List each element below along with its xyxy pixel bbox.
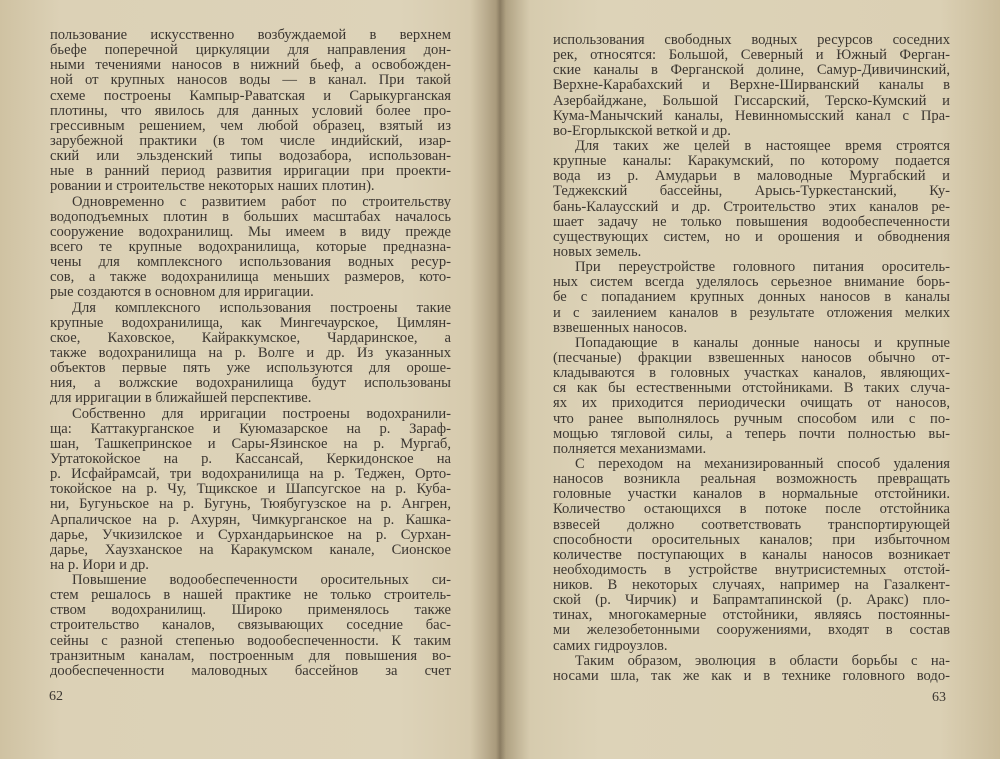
- text-line: стем решалось в нашей практике не только строитель-: [50, 587, 451, 604]
- text-line: Теджекский бассейны, Арысь-Туркестанский, Ку-: [553, 183, 950, 200]
- text-line: Арпаличское на р. Ахурян, Чимкурганское на р. Кашка-: [50, 511, 451, 528]
- paragraph: [50, 407, 451, 574]
- text-line: р. Исфайрамсай, три водохранилища на р. Теджен, Орто-: [50, 466, 451, 483]
- paragraph: [553, 33, 950, 139]
- text-line: Для таких же целей в настоящее время строятся: [575, 137, 950, 154]
- text-line: схеме построены Кампыр-Раватская и Сарыкурганская: [50, 87, 451, 104]
- text-line: ными течениями наносов в нижний бьеф, а освобожден-: [50, 57, 451, 74]
- paragraph: [553, 336, 950, 457]
- text-line: бе с попаданием крупных донных наносов в каналы: [553, 289, 950, 306]
- text-line: тинах, многокамерные отстойники, являясь постоянны-: [553, 607, 950, 624]
- text-line: кладываются в головных участках каналов, являющих-: [553, 365, 950, 382]
- text-line: ми железобетонными сооружениями, входят в состав: [553, 622, 950, 639]
- text-line: сейны с разной степенью водообеспеченности. К таким: [50, 632, 451, 649]
- text-line: самих гидроузлов.: [553, 637, 668, 654]
- text-line: строительство каналов, связывающих соседние бас-: [50, 617, 451, 634]
- page-number: 62: [49, 689, 63, 704]
- text-line: Таким образом, эволюция в области борьбы с на-: [575, 652, 950, 669]
- text-line: Собственно для ирригации построены водохранили-: [72, 405, 451, 422]
- text-line: во-Егорлыкской веткой и др.: [553, 122, 731, 139]
- paragraph: [50, 195, 451, 301]
- text-line: сооружение водохранилищ. Мы имеем в виду прежде: [50, 223, 451, 240]
- paragraph: [50, 573, 451, 679]
- page-text: [553, 33, 950, 684]
- paragraph: [50, 28, 451, 195]
- text-line: Одновременно с развитием работ по строительству: [72, 193, 451, 210]
- text-line: сов, а также водохранилища меньших размеров, кото-: [50, 269, 451, 286]
- right-page: [500, 0, 1000, 759]
- text-line: взвешенных наносов.: [553, 319, 688, 336]
- text-line: всего те крупные водохранилища, которые предназна-: [50, 238, 451, 255]
- text-line: использования свободных водных ресурсов соседних: [553, 32, 950, 48]
- text-line: ной от крупных наносов воды — в канал. При такой: [50, 72, 451, 89]
- text-line: ни, Бугуньское на р. Бугунь, Тюябугузское на р. Ангрен,: [50, 496, 451, 513]
- text-line: Уртатокойское на р. Кассансай, Керкидонское на: [50, 450, 451, 467]
- text-line: вода из р. Амударьи в маловодные Мургабский и: [553, 168, 950, 185]
- text-line: крупные каналы: Каракумский, по которому подается: [553, 153, 950, 170]
- text-line: существующих систем, но и орошения и обводнения: [553, 228, 950, 245]
- text-line: С переходом на механизированный способ удаления: [575, 455, 950, 472]
- paragraph: [50, 301, 451, 407]
- text-line: для ирригации в ближайшей перспективе.: [50, 390, 312, 407]
- paragraph: [553, 139, 950, 260]
- text-line: дарье, Хаузханское на Каракумском канале, Сионское: [50, 541, 451, 558]
- text-line: шан, Ташкепринское и Сары-Язинское на р. Мургаб,: [50, 435, 451, 452]
- text-line: носами шла, так же как и в технике головного водо-: [553, 667, 950, 684]
- paragraph: [553, 654, 950, 684]
- text-line: дообеспеченности маловодных бассейнов за счет: [50, 662, 451, 679]
- paragraph: [553, 457, 950, 654]
- text-line: мощью тягловой силы, а теперь почти полностью вы-: [553, 425, 950, 442]
- text-line: ское, Каховское, Кайраккумское, Чардаринское, а: [50, 329, 451, 346]
- text-line: головные участки каналов в нормальные отстойники.: [553, 486, 950, 503]
- text-line: транзитным каналам, построенным для повышения во-: [50, 647, 451, 664]
- text-line: плотины, что явилось для данных условий более про-: [50, 102, 451, 119]
- text-line: Попадающие в каналы донные наносы и крупные: [575, 334, 950, 351]
- text-line: наносов возникла реальная возможность превращать: [553, 471, 950, 488]
- page-text: [50, 28, 451, 679]
- text-line: ных систем всегда уделялось серьезное внимание борь-: [553, 274, 950, 291]
- text-line: ные в ранний период развития ирригации при проекти-: [50, 163, 451, 180]
- paragraph: [553, 260, 950, 336]
- text-line: При переустройстве головного питания ороситель-: [575, 259, 950, 276]
- text-line: Кума-Манычский каналы, Невинномысский канал с Пра-: [553, 107, 950, 124]
- text-line: ский или эльзденский типы водозабора, использован-: [50, 148, 451, 165]
- text-line: новых земель.: [553, 243, 642, 260]
- text-line: зарубежной практики (в том числе индийский, изар-: [50, 132, 451, 149]
- text-line: также водохранилища на р. Волге и др. Из указанных: [50, 344, 451, 361]
- text-line: водоподъемных плотин в больших масштабах началось: [50, 208, 451, 225]
- text-line: грессивным решением, чем любой образец, взятый из: [50, 117, 451, 134]
- text-line: чены для комплексного использования водных ресур-: [50, 254, 451, 271]
- text-line: что ранее выполнялось ручным способом или с по-: [553, 410, 950, 427]
- text-line: Для комплексного использования построены такие: [72, 299, 451, 316]
- text-line: крупные водохранилища, как Мингечаурское, Цимлян-: [50, 314, 451, 331]
- text-line: ством водохранилищ. Широко применялось также: [50, 602, 451, 619]
- text-line: и с заилением каналов в результате отложения мелких: [553, 304, 950, 321]
- text-line: взвесей должно соответствовать транспортирующей: [553, 516, 950, 533]
- text-line: Верхне-Карабахский и Верхне-Ширванский каналы в: [553, 77, 950, 94]
- text-line: пользование искусственно возбуждаемой в верхнем: [50, 27, 451, 43]
- text-line: способности оросительных каналов; при избыточном: [553, 531, 950, 548]
- text-line: шает задачу не только повышения водообеспеченности: [553, 213, 950, 230]
- text-line: рые создаются в основном для ирригации.: [50, 284, 314, 301]
- page-number: 63: [932, 690, 946, 705]
- text-line: ся как бы естественными отстойниками. В таких случа-: [553, 380, 950, 397]
- text-line: ников. В некоторых случаях, например на Газалкент-: [553, 577, 950, 594]
- text-line: ские каналы в Ферганской долине, Самур-Дивичинский,: [553, 62, 950, 79]
- text-line: рек, относятся: Большой, Северный и Южный Ферган-: [553, 47, 950, 64]
- text-line: необходимость в устройстве внутрисистемных отстой-: [553, 561, 950, 578]
- text-line: дарье, Учкизилское и Сурхандарьинское на р. Сурхан-: [50, 526, 451, 543]
- text-line: Азербайджане, Большой Гиссарский, Терско-Кумский и: [553, 92, 950, 109]
- text-line: Повышение водообеспеченности оросительных си-: [72, 572, 451, 589]
- text-line: ния, а волжские водохранилища будут использованы: [50, 375, 451, 392]
- text-line: количестве поступающих в каналы наносов возникает: [553, 546, 950, 563]
- text-line: бань-Калаусский и др. Строительство этих каналов ре-: [553, 198, 950, 215]
- text-line: Количество остающихся в потоке после отстойника: [553, 501, 950, 518]
- text-line: ща: Каттакурганское и Куюмазарское на р. Зараф-: [50, 420, 451, 437]
- text-line: объектов первые пять уже используются для ороше-: [50, 360, 451, 377]
- text-line: токойское на р. Чу, Тщикское и Шапсугское на р. Куба-: [50, 481, 451, 498]
- text-line: ях их приходится периодически очищать от наносов,: [553, 395, 950, 412]
- text-line: ровании и строительстве некоторых наших плотин).: [50, 178, 375, 195]
- text-line: (песчаные) фракции взвешенных наносов обычно от-: [553, 349, 950, 366]
- text-line: на р. Иори и др.: [50, 556, 149, 573]
- text-line: ской (р. Чирчик) и Бапрамтапинской (р. Аракс) пло-: [553, 592, 950, 609]
- text-line: полняется механизмами.: [553, 440, 707, 457]
- text-line: бьефе поперечной циркуляции для направления дон-: [50, 42, 451, 59]
